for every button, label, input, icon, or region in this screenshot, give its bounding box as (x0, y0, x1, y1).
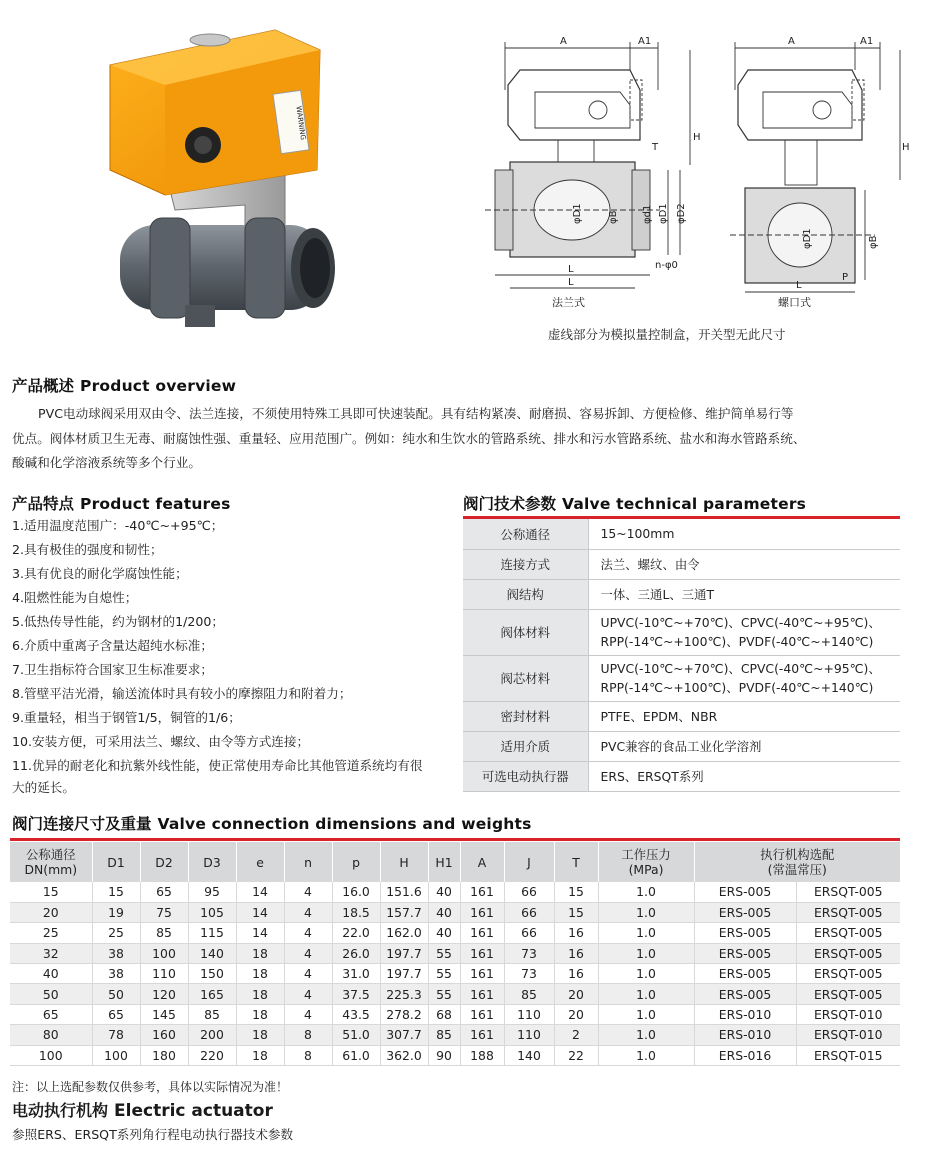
technical-drawings (480, 30, 920, 320)
table-cell: 1.0 (598, 1025, 694, 1045)
table-cell: 16 (554, 964, 598, 984)
table-cell: 150 (188, 964, 236, 984)
warning-label: WARNING (294, 105, 308, 141)
table-cell: 22 (554, 1045, 598, 1065)
table-cell: 15 (554, 882, 598, 902)
table-cell: ERSQT-015 (796, 1045, 900, 1065)
flange-label: 法兰式 (552, 296, 585, 309)
table-cell: 20 (554, 984, 598, 1004)
tech-title-cn: 阀门技术参数 (463, 495, 557, 513)
table-cell: 85 (428, 1025, 460, 1045)
tech-title-en: Valve technical parameters (562, 495, 807, 513)
feature-item: 2.具有极佳的强度和韧性； (12, 542, 163, 557)
table-row (463, 579, 900, 609)
table-cell: 307.7 (380, 1025, 428, 1045)
dim-l-threaded: L (796, 280, 802, 291)
dim-b-flange: φB (608, 210, 619, 224)
table-cell: 15 (92, 882, 140, 902)
feature-item: 11.优异的耐老化和抗紫外线性能，使正常使用寿命比其他管道系统均有很大的延长。 (12, 758, 423, 795)
feature-item: 6.介质中重离子含量达超纯水标准； (12, 638, 213, 653)
tech-title (463, 492, 806, 514)
table-cell: 61.0 (332, 1045, 380, 1065)
column-header-line: (常温常压) (767, 862, 827, 877)
dim-a-threaded: A (788, 36, 795, 47)
dimensions-accent-bar (10, 838, 900, 841)
tech-value: PVC兼容的食品工业化学溶剂 (588, 731, 900, 761)
column-header-line: H (399, 854, 409, 870)
table-cell: 16 (554, 943, 598, 963)
table-cell: 18 (236, 1025, 284, 1045)
column-header-line: 执行机构选配 (760, 847, 835, 862)
column-header-line: H1 (435, 854, 453, 870)
product-photo (95, 20, 340, 335)
column-header (598, 842, 694, 882)
feature-item: 9.重量轻，相当于钢管1/5，铜管的1/6； (12, 710, 241, 725)
table-cell: 14 (236, 923, 284, 943)
table-cell: 100 (10, 1045, 92, 1065)
actuator-title-cn: 电动执行机构 (12, 1101, 109, 1120)
dimensions-title (12, 812, 532, 834)
column-header (554, 842, 598, 882)
table-row (463, 609, 900, 655)
table-row (463, 519, 900, 549)
table-cell: 161 (460, 1025, 504, 1045)
table-cell: 16 (554, 923, 598, 943)
table-cell: 40 (10, 964, 92, 984)
column-header-line: D3 (203, 854, 221, 870)
column-header (188, 842, 236, 882)
table-cell: 220 (188, 1045, 236, 1065)
tech-key: 密封材料 (463, 701, 588, 731)
table-cell: 145 (140, 1004, 188, 1024)
table-cell: 18.5 (332, 902, 380, 922)
table-row (10, 984, 900, 1004)
table-cell: 18 (236, 984, 284, 1004)
table-cell: 20 (10, 902, 92, 922)
features-title-cn: 产品特点 (12, 495, 75, 513)
table-cell: 165 (188, 984, 236, 1004)
column-header (10, 842, 92, 882)
table-cell: 1.0 (598, 1004, 694, 1024)
column-header (332, 842, 380, 882)
column-header (428, 842, 460, 882)
table-cell: 85 (504, 984, 554, 1004)
table-cell: 161 (460, 882, 504, 902)
table-cell: 100 (92, 1045, 140, 1065)
column-header-line: J (527, 854, 531, 870)
table-cell: 4 (284, 943, 332, 963)
dim-l2-flange: L (568, 277, 574, 288)
table-cell: 8 (284, 1045, 332, 1065)
tech-key: 连接方式 (463, 549, 588, 579)
column-header (504, 842, 554, 882)
overview-line-3: 酸碱和化学溶液系统等多个行业。 (12, 455, 201, 470)
table-cell: ERS-010 (694, 1025, 796, 1045)
table-cell: ERSQT-010 (796, 1004, 900, 1024)
table-cell: 2 (554, 1025, 598, 1045)
dim-d1-flange: φD1 (572, 203, 583, 224)
table-cell: 85 (140, 923, 188, 943)
table-cell: 197.7 (380, 943, 428, 963)
table-cell: 15 (10, 882, 92, 902)
dim-h-threaded: H (902, 142, 910, 153)
column-header (236, 842, 284, 882)
table-cell: 278.2 (380, 1004, 428, 1024)
table-cell: 78 (92, 1025, 140, 1045)
table-cell: 19 (92, 902, 140, 922)
column-header (460, 842, 504, 882)
table-cell: 110 (504, 1004, 554, 1024)
table-cell: 85 (188, 1004, 236, 1024)
table-cell: 157.7 (380, 902, 428, 922)
table-cell: ERS-005 (694, 882, 796, 902)
dim-p-threaded: P (842, 272, 849, 283)
tech-value-line2: RPP(-14℃~+100℃)、PVDF(-40℃~+140℃) (600, 634, 874, 649)
features-title-en: Product features (80, 495, 231, 513)
tech-key: 适用介质 (463, 731, 588, 761)
table-cell: 66 (504, 882, 554, 902)
table-row (10, 1025, 900, 1045)
table-cell: 4 (284, 882, 332, 902)
table-cell: 8 (284, 1025, 332, 1045)
overview-line-2: 优点。阀体材质卫生无毒、耐腐蚀性强、重量轻、应用范围广。例如：纯水和生饮水的管路系统、排水和污水管路系统、盐水和海水管路系统、 (12, 430, 806, 446)
overview-title-cn: 产品概述 (12, 377, 75, 395)
tech-value: 法兰、螺纹、由令 (588, 549, 900, 579)
table-cell: 115 (188, 923, 236, 943)
tech-key: 阀芯材料 (463, 655, 588, 701)
table-cell: 95 (188, 882, 236, 902)
table-cell: 20 (554, 1004, 598, 1024)
table-cell: 38 (92, 964, 140, 984)
tech-value-line2: RPP(-14℃~+100℃)、PVDF(-40℃~+140℃) (600, 680, 874, 695)
drawing-caption: 虚线部分为模拟量控制盒，开关型无此尺寸 (548, 327, 786, 342)
table-cell: 38 (92, 943, 140, 963)
table-cell: 50 (10, 984, 92, 1004)
table-cell: 4 (284, 902, 332, 922)
feature-item: 4.阻燃性能为自熄性； (12, 590, 138, 605)
table-cell: 14 (236, 882, 284, 902)
table-cell: 161 (460, 943, 504, 963)
column-header (92, 842, 140, 882)
table-cell: ERS-010 (694, 1004, 796, 1024)
tech-value: UPVC(-10℃~+70℃)、CPVC(-40℃~+95℃)、 (600, 615, 881, 630)
table-cell: ERSQT-010 (796, 1025, 900, 1045)
table-cell: 55 (428, 964, 460, 984)
table-cell: 1.0 (598, 882, 694, 902)
table-cell: ERSQT-005 (796, 923, 900, 943)
table-cell: 200 (188, 1025, 236, 1045)
table-cell: 75 (140, 902, 188, 922)
table-cell: 197.7 (380, 964, 428, 984)
dim-a1-flange: A1 (638, 36, 652, 47)
feature-item: 10.安装方便，可采用法兰、螺纹、由令等方式连接； (12, 734, 310, 749)
tech-key: 阀结构 (463, 579, 588, 609)
table-cell: 16.0 (332, 882, 380, 902)
table-row (10, 1045, 900, 1065)
dim-d1s-flange: φd1 (642, 204, 653, 224)
tech-value: ERS、ERSQT系列 (588, 761, 900, 791)
table-cell: 1.0 (598, 984, 694, 1004)
table-cell: ERSQT-005 (796, 943, 900, 963)
threaded-label: 螺口式 (778, 296, 811, 309)
table-cell: 73 (504, 964, 554, 984)
table-cell: 225.3 (380, 984, 428, 1004)
table-cell: 32 (10, 943, 92, 963)
tech-table (463, 519, 900, 792)
table-cell: ERSQT-005 (796, 902, 900, 922)
dim-d2-flange: φD2 (676, 203, 687, 224)
dim-a-flange: A (560, 36, 567, 47)
table-cell: 180 (140, 1045, 188, 1065)
dim-l1-flange: L (568, 264, 574, 275)
table-cell: 40 (428, 882, 460, 902)
tech-value: PTFE、EPDM、NBR (588, 701, 900, 731)
table-row (463, 701, 900, 731)
table-cell: 18 (236, 1045, 284, 1065)
table-row (463, 731, 900, 761)
table-cell: 120 (140, 984, 188, 1004)
table-cell: 161 (460, 1004, 504, 1024)
table-cell: 161 (460, 964, 504, 984)
table-cell: 65 (10, 1004, 92, 1024)
table-cell: 110 (504, 1025, 554, 1045)
feature-item: 3.具有优良的耐化学腐蚀性能； (12, 566, 188, 581)
table-cell: 55 (428, 984, 460, 1004)
table-row (10, 882, 900, 902)
table-cell: 80 (10, 1025, 92, 1045)
table-cell: 4 (284, 923, 332, 943)
actuator-title (12, 1098, 273, 1121)
table-cell: 25 (10, 923, 92, 943)
table-cell: 4 (284, 984, 332, 1004)
table-cell: 18 (236, 1004, 284, 1024)
table-cell: 140 (188, 943, 236, 963)
table-cell: 40 (428, 902, 460, 922)
feature-item: 8.管壁平洁光滑，输送流体时具有较小的摩擦阻力和附着力； (12, 686, 352, 701)
table-row (463, 761, 900, 791)
dim-n-flange: n-φ0 (655, 260, 678, 271)
column-header (694, 842, 900, 882)
table-cell: 1.0 (598, 964, 694, 984)
table-cell: ERS-005 (694, 923, 796, 943)
table-cell: 188 (460, 1045, 504, 1065)
dim-t-flange: T (652, 142, 659, 153)
table-row (10, 943, 900, 963)
column-header-line: DN(mm) (24, 862, 78, 877)
column-header-line: (MPa) (628, 862, 664, 877)
column-header-line: D1 (107, 854, 125, 870)
table-cell: ERS-016 (694, 1045, 796, 1065)
column-header (140, 842, 188, 882)
tech-key: 公称通径 (463, 519, 588, 549)
table-row (10, 1004, 900, 1024)
table-cell: 362.0 (380, 1045, 428, 1065)
table-cell: 55 (428, 943, 460, 963)
overview-title (12, 374, 236, 396)
actuator-title-en: Electric actuator (114, 1101, 273, 1121)
table-cell: 160 (140, 1025, 188, 1045)
overview-text (12, 402, 917, 476)
table-cell: 90 (428, 1045, 460, 1065)
table-cell: ERSQT-005 (796, 882, 900, 902)
table-cell: 110 (140, 964, 188, 984)
table-cell: ERS-005 (694, 964, 796, 984)
table-cell: 31.0 (332, 964, 380, 984)
table-cell: ERS-005 (694, 943, 796, 963)
dim-d1b-flange: φD1 (658, 203, 669, 224)
overview-title-en: Product overview (80, 377, 237, 395)
tech-value: UPVC(-10℃~+70℃)、CPVC(-40℃~+95℃)、 (600, 661, 881, 676)
tech-key: 阀体材料 (463, 609, 588, 655)
table-cell: ERS-005 (694, 902, 796, 922)
table-cell: 73 (504, 943, 554, 963)
column-header-line: A (477, 854, 487, 870)
overview-line-1: PVC电动球阀采用双由令、法兰连接，不须使用特殊工具即可快速装配。具有结构紧凑、耐磨损、容易拆卸、方便检修、维护简单易行等 (38, 406, 794, 421)
table-cell: 51.0 (332, 1025, 380, 1045)
dimensions-table (10, 842, 900, 1066)
tech-key: 可选电动执行器 (463, 761, 588, 791)
table-cell: 1.0 (598, 923, 694, 943)
tech-value: 15~100mm (588, 519, 900, 549)
table-cell: 37.5 (332, 984, 380, 1004)
dim-d1-threaded: φD1 (802, 228, 813, 249)
table-cell: 4 (284, 1004, 332, 1024)
table-cell: 1.0 (598, 902, 694, 922)
table-cell: 25 (92, 923, 140, 943)
column-header (380, 842, 428, 882)
table-row (463, 655, 900, 701)
table-cell: 161 (460, 902, 504, 922)
table-cell: 151.6 (380, 882, 428, 902)
table-cell: 140 (504, 1045, 554, 1065)
table-cell: 161 (460, 984, 504, 1004)
table-cell: 43.5 (332, 1004, 380, 1024)
table-cell: 68 (428, 1004, 460, 1024)
feature-item: 5.低热传导性能，约为钢材的1/200； (12, 614, 225, 629)
table-cell: 18 (236, 943, 284, 963)
column-header-line: D2 (155, 854, 173, 870)
dimensions-note: 注：以上选配参数仅供参考，具体以实际情况为准！ (12, 1080, 289, 1094)
table-cell: ERSQT-005 (796, 964, 900, 984)
table-cell: 26.0 (332, 943, 380, 963)
table-cell: 14 (236, 902, 284, 922)
feature-item: 7.卫生指标符合国家卫生标准要求； (12, 662, 213, 677)
table-row (463, 549, 900, 579)
column-header-line: 工作压力 (621, 847, 671, 862)
features-list (12, 514, 452, 799)
tech-value: 一体、三通L、三通T (588, 579, 900, 609)
table-cell: ERS-005 (694, 984, 796, 1004)
features-title (12, 492, 231, 514)
table-row (10, 923, 900, 943)
table-cell: 100 (140, 943, 188, 963)
dim-h-flange: H (693, 132, 701, 143)
column-header-line: e (256, 854, 264, 870)
table-cell: 1.0 (598, 943, 694, 963)
column-header-line: n (304, 854, 312, 870)
column-header (284, 842, 332, 882)
dimensions-title-en: Valve connection dimensions and weights (157, 815, 532, 833)
dimensions-title-cn: 阀门连接尺寸及重量 (12, 815, 152, 833)
table-cell: 40 (428, 923, 460, 943)
table-cell: 4 (284, 964, 332, 984)
dim-b-threaded: φB (868, 235, 879, 249)
table-row (10, 964, 900, 984)
column-header-line: p (352, 854, 360, 870)
dim-a1-threaded: A1 (860, 36, 874, 47)
table-cell: 66 (504, 923, 554, 943)
table-cell: 50 (92, 984, 140, 1004)
table-cell: 161 (460, 923, 504, 943)
table-cell: 66 (504, 902, 554, 922)
table-cell: 15 (554, 902, 598, 922)
table-cell: 65 (92, 1004, 140, 1024)
column-header-line: T (572, 854, 580, 870)
actuator-desc: 参照ERS、ERSQT系列角行程电动执行器技术参数 (12, 1127, 294, 1142)
table-cell: 18 (236, 964, 284, 984)
table-cell: 65 (140, 882, 188, 902)
feature-item: 1.适用温度范围广：-40℃~+95℃； (12, 518, 224, 533)
table-row (10, 902, 900, 922)
table-cell: ERSQT-005 (796, 984, 900, 1004)
table-cell: 1.0 (598, 1045, 694, 1065)
table-cell: 105 (188, 902, 236, 922)
column-header-line: 公称通径 (25, 847, 76, 862)
table-cell: 22.0 (332, 923, 380, 943)
table-cell: 162.0 (380, 923, 428, 943)
